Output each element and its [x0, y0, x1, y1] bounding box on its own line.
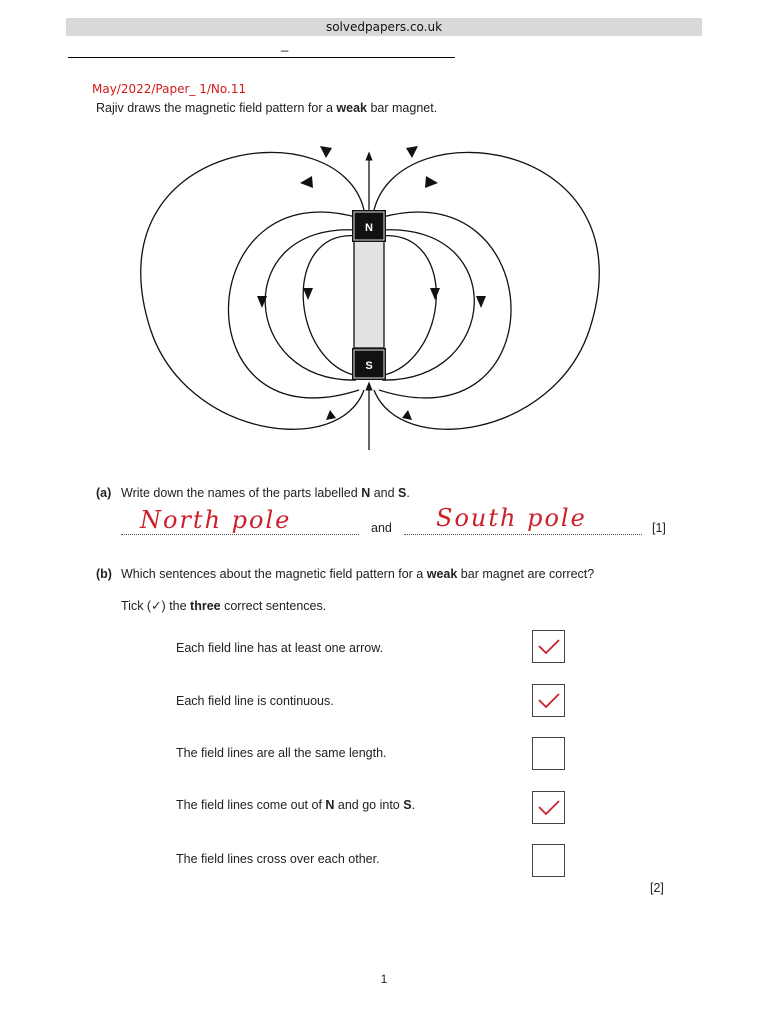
magnet-body [354, 240, 384, 348]
question-intro [96, 101, 437, 115]
part-a-letter: (a) [96, 486, 112, 500]
arrow-loop-3-top-left [300, 176, 313, 188]
page-number: 1 [380, 972, 388, 986]
arrow-loop-3-bottom-left [326, 410, 336, 420]
option-3-checkbox[interactable] [532, 737, 565, 770]
intro-bold: weak [336, 101, 367, 115]
tick-icon [537, 798, 561, 818]
header-underscore: _ [281, 37, 289, 52]
field-line-loop-4-right [374, 152, 599, 429]
part-b-letter: (b) [96, 567, 112, 581]
magnetic-field-diagram [130, 128, 610, 468]
option-4-text: The field lines come out of N and go into S. [176, 798, 416, 812]
answer-n-line [121, 534, 359, 535]
part-b-instruction: Tick (✓) the three correct sentences. [121, 599, 327, 613]
south-label: S [365, 360, 373, 372]
part-a-marks: [1] [652, 521, 666, 535]
part-a-question: Write down the names of the parts labelled N and S. [121, 486, 410, 500]
option-4-checkbox[interactable] [532, 791, 565, 824]
answer-s-line [404, 534, 642, 535]
field-line-loop-1-left [303, 236, 358, 376]
arrow-loop-3-bottom-right [402, 410, 412, 420]
option-1-checkbox[interactable] [532, 630, 565, 663]
tick-icon [537, 691, 561, 711]
answer-s-text: South pole [436, 504, 587, 532]
arrow-loop-4-top-right [406, 146, 418, 158]
question-reference: May/2022/Paper_ 1/No.11 [92, 82, 247, 96]
and-word: and [371, 521, 392, 535]
option-1-text: Each field line has at least one arrow. [176, 641, 384, 655]
arrow-loop-2-right [476, 296, 486, 308]
option-2-text: Each field line is continuous. [176, 694, 334, 708]
field-line-loop-3-left [228, 212, 359, 398]
tick-icon [537, 637, 561, 657]
header-rule [68, 57, 455, 58]
option-2-checkbox[interactable] [532, 684, 565, 717]
site-header [66, 18, 702, 36]
field-line-loop-4-left [141, 152, 364, 429]
field-line-loop-2-left [265, 230, 356, 380]
field-line-loop-1-right [380, 236, 436, 376]
option-3-text: The field lines are all the same length. [176, 746, 387, 760]
intro-start: Rajiv draws the magnetic field pattern for a [96, 101, 337, 115]
arrow-loop-3-top-right [425, 176, 438, 188]
option-5-text: The field lines cross over each other. [176, 852, 380, 866]
part-b-marks: [2] [650, 881, 664, 895]
site-name: solvedpapers.co.uk [325, 20, 443, 34]
part-b-question: Which sentences about the magnetic field pattern for a weak bar magnet are correct? [121, 567, 595, 581]
answer-n-text: North pole [140, 506, 292, 534]
arrow-loop-1-left [303, 288, 313, 300]
north-label: N [365, 222, 373, 234]
option-5-checkbox[interactable] [532, 844, 565, 877]
field-line-loop-2-right [382, 230, 474, 380]
arrow-loop-1-right [430, 288, 440, 300]
arrow-loop-4-top-left [320, 146, 332, 158]
intro-end: bar magnet. [367, 101, 438, 115]
field-line-loop-3-right [379, 212, 511, 398]
